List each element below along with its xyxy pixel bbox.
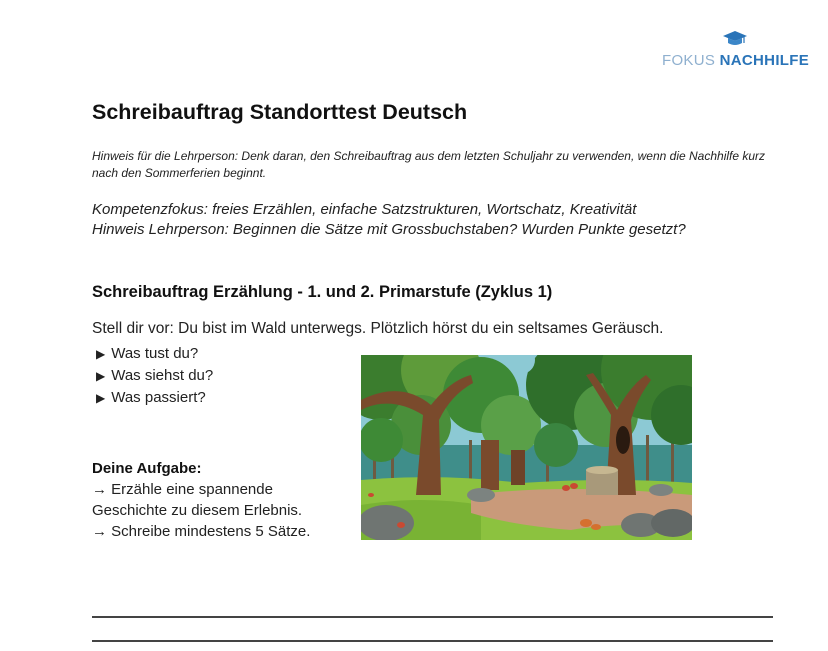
question-item — [96, 365, 213, 387]
task-heading: Deine Aufgabe: — [92, 460, 202, 477]
competence-focus: Kompetenzfokus: freies Erzählen, einfache Satzstrukturen, Wortschatz, Kreativität — [92, 201, 637, 218]
story-prompt: Stell dir vor: Du bist im Wald unterwegs. Plötzlich hörst du ein seltsames Geräusch. — [92, 320, 664, 337]
triangle-bullet-icon: ▶ — [96, 391, 106, 405]
question-text: Was tust du? — [111, 345, 199, 362]
teacher-hint: Hinweis für die Lehrperson: Denk daran, den Schreibauftrag aus dem letzten Schuljahr zu verwenden, wenn die Nachhilfe kurz nach den Sommerferien beginnt. — [92, 149, 766, 180]
graduation-cap-icon — [722, 30, 748, 48]
forest-illustration — [361, 355, 692, 540]
brand-name-light: FOKUS — [662, 52, 716, 69]
brand-logo — [662, 28, 812, 78]
task-line: → Schreibe mindestens 5 Sätze. — [92, 523, 311, 540]
question-text: Was passiert? — [111, 389, 206, 406]
triangle-bullet-icon: ▶ — [96, 347, 106, 361]
forest-scene-icon — [361, 355, 692, 540]
guiding-questions — [96, 343, 213, 409]
writing-line[interactable] — [92, 640, 773, 642]
section-title: Schreibauftrag Erzählung - 1. und 2. Primarstufe (Zyklus 1) — [92, 283, 553, 301]
question-item — [96, 343, 213, 365]
question-text: Was siehst du? — [111, 367, 214, 384]
brand-name — [662, 52, 809, 69]
writing-line[interactable] — [92, 616, 773, 618]
triangle-bullet-icon: ▶ — [96, 369, 106, 383]
teacher-check-hint: Hinweis Lehrperson: Beginnen die Sätze mit Grossbuchstaben? Wurden Punkte gesetzt? — [92, 221, 686, 238]
task-line: → Erzähle eine spannende — [92, 481, 273, 498]
task-line: Geschichte zu diesem Erlebnis. — [92, 502, 303, 519]
page-title: Schreibauftrag Standorttest Deutsch — [92, 100, 468, 124]
task-block — [92, 458, 310, 542]
question-item — [96, 387, 213, 409]
brand-name-bold: NACHHILFE — [719, 52, 810, 69]
competence-block — [92, 200, 782, 240]
